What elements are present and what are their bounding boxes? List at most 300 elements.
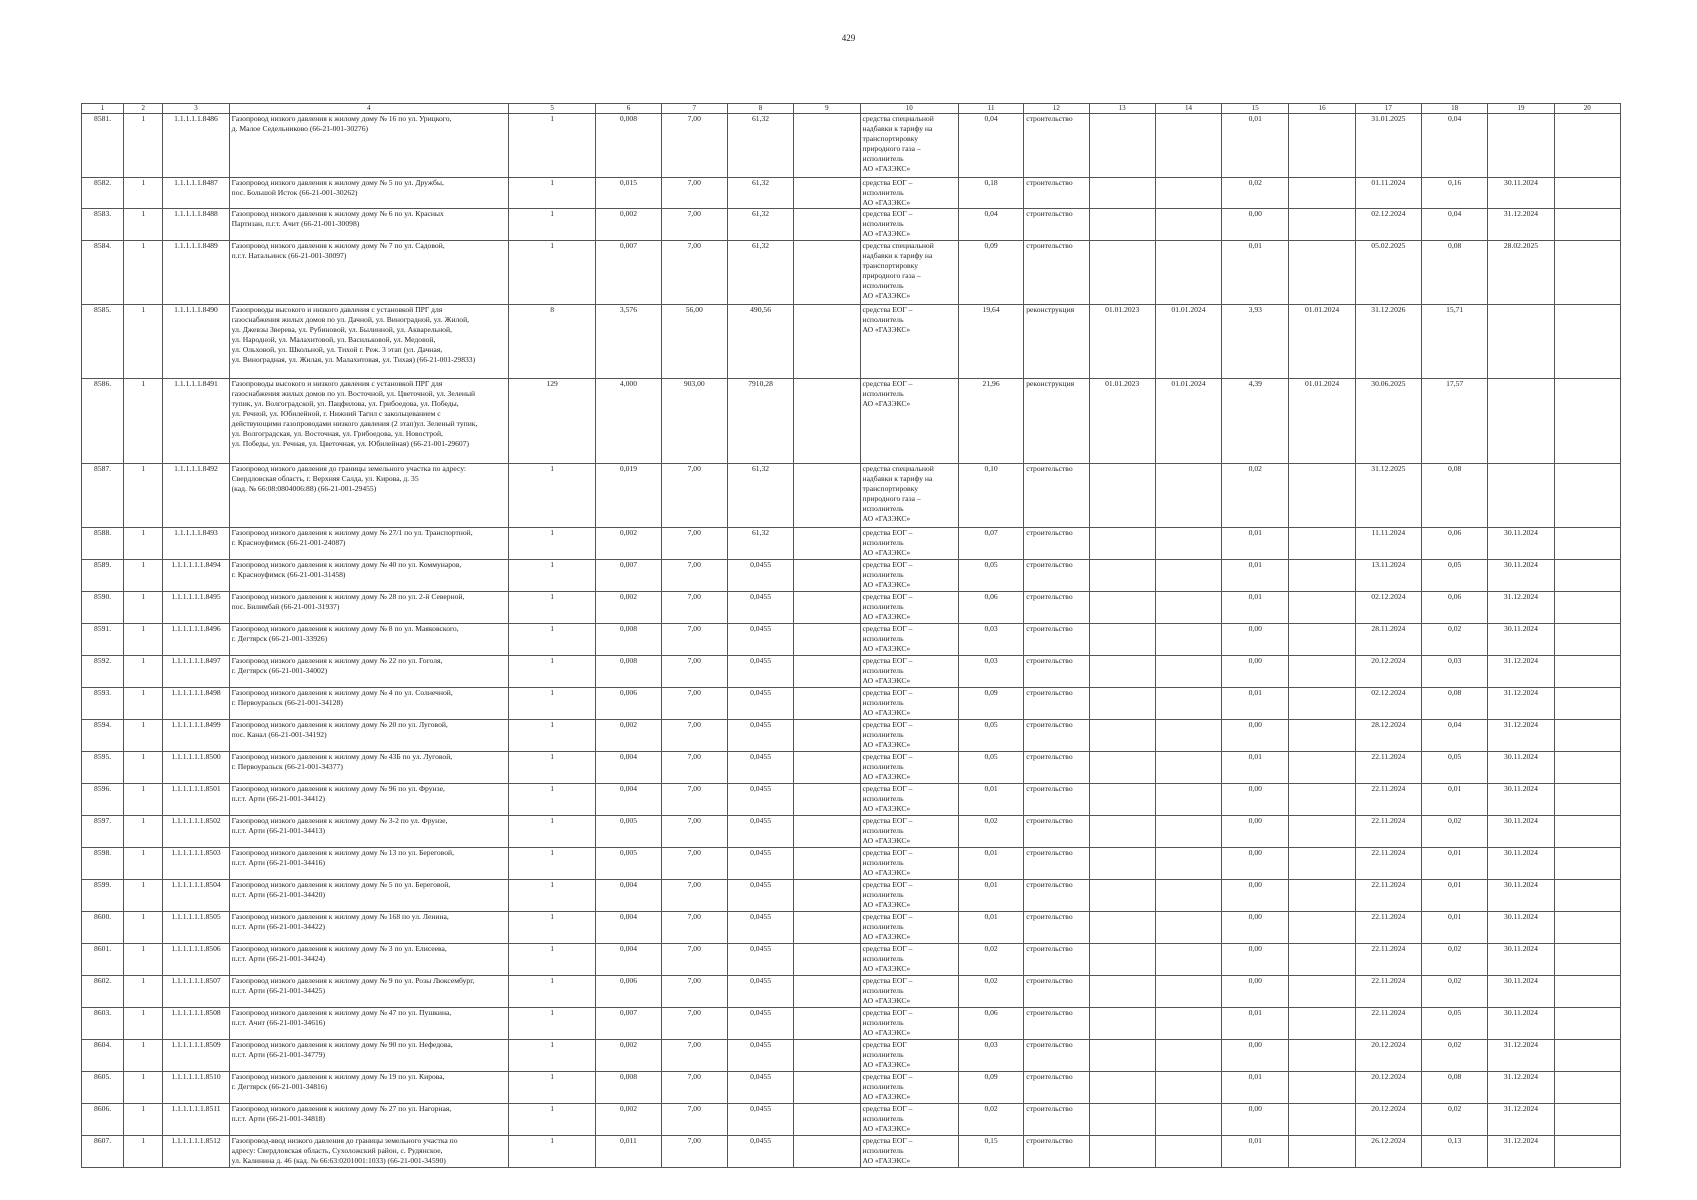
col5-value: 1: [508, 784, 595, 816]
col18-value: 0,01: [1422, 912, 1488, 944]
col15-value: 0,01: [1222, 1008, 1289, 1040]
col9-cell: [794, 209, 860, 241]
code-cell: 1.1.1.1.1.1.8510: [163, 1072, 229, 1104]
row-number: 8581.: [82, 114, 124, 178]
cost-cell: 0,10: [958, 464, 1023, 528]
col5-value: 129: [508, 379, 595, 464]
code-cell: 1.1.1.1.1.8486: [163, 114, 229, 178]
row-number: 8585.: [82, 305, 124, 379]
col19-date-cell: 30.11.2024: [1488, 816, 1554, 848]
column-header-2: 2: [124, 104, 163, 114]
col19-date-cell: 31.12.2024: [1488, 1072, 1554, 1104]
financing-source-cell: средства ЕОГ – исполнитель АО «ГАЗЭКС»: [860, 816, 958, 848]
col2-value: 1: [124, 752, 163, 784]
row-number: 8583.: [82, 209, 124, 241]
col9-cell: [794, 848, 860, 880]
work-type-cell: строительство: [1024, 976, 1089, 1008]
start-date-cell: [1089, 688, 1155, 720]
col7-value: 7,00: [661, 912, 727, 944]
col19-date-cell: 31.12.2024: [1488, 1040, 1554, 1072]
object-name-cell: Газопровод низкого давления до границы земельного участка по адресу: Свердловская область, г. Верхняя Салда, ул. Кирова, д. 35 (кад. № 66:08:0804006:88) (66-21-001-29455): [229, 464, 508, 528]
col16-date-cell: [1289, 1136, 1355, 1168]
length-cell: 0,004: [596, 784, 661, 816]
code-cell: 1.1.1.1.1.1.8499: [163, 720, 229, 752]
col16-date-cell: [1289, 1104, 1355, 1136]
work-type-cell: строительство: [1024, 241, 1089, 305]
page-number: 429: [841, 33, 856, 43]
col8-value: 0,0455: [727, 560, 793, 592]
row-number: 8594.: [82, 720, 124, 752]
col5-value: 8: [508, 305, 595, 379]
col17-date-cell: 20.12.2024: [1355, 656, 1421, 688]
col14-date-cell: [1155, 976, 1221, 1008]
col5-value: 1: [508, 209, 595, 241]
cost-cell: 0,03: [958, 624, 1023, 656]
col9-cell: [794, 1104, 860, 1136]
column-header-4: 4: [229, 104, 508, 114]
work-type-cell: строительство: [1024, 816, 1089, 848]
start-date-cell: [1089, 784, 1155, 816]
col15-value: 0,01: [1222, 241, 1289, 305]
col17-date-cell: 30.06.2025: [1355, 379, 1421, 464]
table-row: [82, 1136, 1621, 1168]
object-name-cell: Газопровод низкого давления к жилому дому № 4 по ул. Солнечной, г. Первоуральск (66-21-001-34128): [229, 688, 508, 720]
col19-date-cell: 30.11.2024: [1488, 1008, 1554, 1040]
financing-source-cell: средства ЕОГ – исполнитель АО «ГАЗЭКС»: [860, 560, 958, 592]
start-date-cell: [1089, 848, 1155, 880]
col5-value: 1: [508, 976, 595, 1008]
col19-date-cell: 31.12.2024: [1488, 688, 1554, 720]
column-header-13: 13: [1089, 104, 1155, 114]
col7-value: 903,00: [661, 379, 727, 464]
col9-cell: [794, 178, 860, 209]
work-type-cell: строительство: [1024, 114, 1089, 178]
table-row: [82, 848, 1621, 880]
object-name-cell: Газопровод низкого давления к жилому дому № 5 по ул. Береговой, п.г.т. Арти (66-21-001-34420): [229, 880, 508, 912]
length-cell: 0,007: [596, 1008, 661, 1040]
code-cell: 1.1.1.1.1.1.8500: [163, 752, 229, 784]
table-row: [82, 880, 1621, 912]
code-cell: 1.1.1.1.1.1.8509: [163, 1040, 229, 1072]
col9-cell: [794, 1008, 860, 1040]
col16-date-cell: [1289, 688, 1355, 720]
col15-value: 0,01: [1222, 688, 1289, 720]
col18-value: 0,13: [1422, 1136, 1488, 1168]
object-name-cell: Газопровод низкого давления к жилому дому № 3-2 по ул. Фрунзе, п.г.т. Арти (66-21-001-34413): [229, 816, 508, 848]
col16-date-cell: [1289, 944, 1355, 976]
col20-cell: [1554, 464, 1620, 528]
col19-date-cell: 30.11.2024: [1488, 848, 1554, 880]
code-cell: 1.1.1.1.1.8489: [163, 241, 229, 305]
col5-value: 1: [508, 944, 595, 976]
col15-value: 0,01: [1222, 1136, 1289, 1168]
col17-date-cell: 22.11.2024: [1355, 880, 1421, 912]
col14-date-cell: [1155, 1104, 1221, 1136]
row-number: 8599.: [82, 880, 124, 912]
col2-value: 1: [124, 464, 163, 528]
col16-date-cell: [1289, 752, 1355, 784]
col2-value: 1: [124, 379, 163, 464]
col18-value: 0,02: [1422, 944, 1488, 976]
col20-cell: [1554, 720, 1620, 752]
col9-cell: [794, 816, 860, 848]
row-number: 8588.: [82, 528, 124, 560]
cost-cell: 0,04: [958, 209, 1023, 241]
length-cell: 0,004: [596, 944, 661, 976]
col16-date-cell: 01.01.2024: [1289, 305, 1355, 379]
col14-date-cell: [1155, 528, 1221, 560]
col16-date-cell: [1289, 848, 1355, 880]
col8-value: 61,32: [727, 209, 793, 241]
col16-date-cell: [1289, 784, 1355, 816]
table-body: [82, 114, 1621, 1168]
table-row: [82, 305, 1621, 379]
cost-cell: 0,09: [958, 1072, 1023, 1104]
col17-date-cell: 22.11.2024: [1355, 816, 1421, 848]
table-row: [82, 816, 1621, 848]
col7-value: 7,00: [661, 209, 727, 241]
col16-date-cell: [1289, 114, 1355, 178]
col20-cell: [1554, 241, 1620, 305]
col14-date-cell: [1155, 848, 1221, 880]
length-cell: 0,008: [596, 624, 661, 656]
col14-date-cell: [1155, 1040, 1221, 1072]
col7-value: 7,00: [661, 464, 727, 528]
object-name-cell: Газопровод низкого давления к жилому дому № 96 по ул. Фрунзе, п.г.т. Арти (66-21-001-34412): [229, 784, 508, 816]
work-type-cell: реконструкция: [1024, 379, 1089, 464]
table-row: [82, 209, 1621, 241]
column-header-8: 8: [727, 104, 793, 114]
col8-value: 0,0455: [727, 624, 793, 656]
length-cell: 0,006: [596, 976, 661, 1008]
financing-source-cell: средства ЕОГ – исполнитель АО «ГАЗЭКС»: [860, 1008, 958, 1040]
column-header-11: 11: [958, 104, 1023, 114]
col17-date-cell: 22.11.2024: [1355, 784, 1421, 816]
col7-value: 7,00: [661, 528, 727, 560]
cost-cell: 0,06: [958, 592, 1023, 624]
col5-value: 1: [508, 656, 595, 688]
table-row: [82, 592, 1621, 624]
table-row: [82, 464, 1621, 528]
cost-cell: 0,01: [958, 912, 1023, 944]
col2-value: 1: [124, 1040, 163, 1072]
col17-date-cell: 22.11.2024: [1355, 848, 1421, 880]
row-number: 8598.: [82, 848, 124, 880]
col18-value: 0,04: [1422, 209, 1488, 241]
col19-date-cell: 31.12.2024: [1488, 720, 1554, 752]
table-row: [82, 976, 1621, 1008]
row-number: 8603.: [82, 1008, 124, 1040]
col18-value: 0,01: [1422, 784, 1488, 816]
col19-date-cell: 30.11.2024: [1488, 624, 1554, 656]
length-cell: 0,007: [596, 241, 661, 305]
code-cell: 1.1.1.1.1.1.8507: [163, 976, 229, 1008]
financing-source-cell: средства ЕОГ – исполнитель АО «ГАЗЭКС»: [860, 209, 958, 241]
col8-value: 0,0455: [727, 720, 793, 752]
col7-value: 7,00: [661, 1136, 727, 1168]
col20-cell: [1554, 624, 1620, 656]
column-header-7: 7: [661, 104, 727, 114]
col14-date-cell: [1155, 720, 1221, 752]
col16-date-cell: [1289, 880, 1355, 912]
col9-cell: [794, 880, 860, 912]
financing-source-cell: средства ЕОГ – исполнитель АО «ГАЗЭКС»: [860, 305, 958, 379]
work-type-cell: строительство: [1024, 688, 1089, 720]
start-date-cell: [1089, 720, 1155, 752]
col17-date-cell: 02.12.2024: [1355, 209, 1421, 241]
object-name-cell: Газопровод низкого давления к жилому дому № 43Б по ул. Луговой, г. Первоуральск (66-21-001-34377): [229, 752, 508, 784]
row-number: 8601.: [82, 944, 124, 976]
col18-value: 0,02: [1422, 1040, 1488, 1072]
code-cell: 1.1.1.1.1.8492: [163, 464, 229, 528]
col5-value: 1: [508, 848, 595, 880]
col19-date-cell: 31.12.2024: [1488, 209, 1554, 241]
col20-cell: [1554, 688, 1620, 720]
row-number: 8582.: [82, 178, 124, 209]
start-date-cell: [1089, 1072, 1155, 1104]
col5-value: 1: [508, 592, 595, 624]
col8-value: 0,0455: [727, 912, 793, 944]
col17-date-cell: 26.12.2024: [1355, 1136, 1421, 1168]
start-date-cell: [1089, 560, 1155, 592]
col8-value: 0,0455: [727, 688, 793, 720]
col19-date-cell: 30.11.2024: [1488, 528, 1554, 560]
length-cell: 0,019: [596, 464, 661, 528]
financing-source-cell: средства ЕОГ – исполнитель АО «ГАЗЭКС»: [860, 528, 958, 560]
col15-value: 0,01: [1222, 592, 1289, 624]
col19-date-cell: 30.11.2024: [1488, 912, 1554, 944]
col18-value: 0,06: [1422, 528, 1488, 560]
col2-value: 1: [124, 816, 163, 848]
investment-program-table: [81, 103, 1621, 1168]
col18-value: 0,04: [1422, 720, 1488, 752]
col5-value: 1: [508, 1040, 595, 1072]
cost-cell: 0,04: [958, 114, 1023, 178]
object-name-cell: Газопровод низкого давления к жилому дому № 168 по ул. Ленина, п.г.т. Арти (66-21-001-34422): [229, 912, 508, 944]
object-name-cell: Газопровод низкого давления к жилому дому № 6 по ул. Красных Партизан, п.г.т. Ачит (66-21-001-30098): [229, 209, 508, 241]
col16-date-cell: [1289, 1008, 1355, 1040]
work-type-cell: строительство: [1024, 944, 1089, 976]
col14-date-cell: [1155, 880, 1221, 912]
col5-value: 1: [508, 880, 595, 912]
object-name-cell: Газопровод-ввод низкого давления до границы земельного участка по адресу: Свердловская область, Сухоложский район, с. Рудянское, ул. Калинина д. 46 (кад. № 66:63:0201001:1033) (66-21-001-34590): [229, 1136, 508, 1168]
col9-cell: [794, 720, 860, 752]
col17-date-cell: 20.12.2024: [1355, 1040, 1421, 1072]
col16-date-cell: [1289, 912, 1355, 944]
table-row: [82, 624, 1621, 656]
col14-date-cell: [1155, 1008, 1221, 1040]
financing-source-cell: средства ЕОГ – исполнитель АО «ГАЗЭКС»: [860, 1104, 958, 1136]
col19-date-cell: 30.11.2024: [1488, 784, 1554, 816]
length-cell: 0,005: [596, 816, 661, 848]
work-type-cell: строительство: [1024, 464, 1089, 528]
col20-cell: [1554, 944, 1620, 976]
financing-source-cell: средства ЕОГ – исполнитель АО «ГАЗЭКС»: [860, 752, 958, 784]
col5-value: 1: [508, 1136, 595, 1168]
col8-value: 61,32: [727, 114, 793, 178]
length-cell: 0,008: [596, 1072, 661, 1104]
table-row: [82, 178, 1621, 209]
col18-value: 0,02: [1422, 1104, 1488, 1136]
col18-value: 15,71: [1422, 305, 1488, 379]
code-cell: 1.1.1.1.1.8488: [163, 209, 229, 241]
start-date-cell: [1089, 976, 1155, 1008]
col14-date-cell: [1155, 784, 1221, 816]
col5-value: 1: [508, 1008, 595, 1040]
start-date-cell: [1089, 880, 1155, 912]
length-cell: 0,004: [596, 752, 661, 784]
col18-value: 0,01: [1422, 880, 1488, 912]
start-date-cell: [1089, 1008, 1155, 1040]
col20-cell: [1554, 1104, 1620, 1136]
cost-cell: 0,01: [958, 880, 1023, 912]
col19-date-cell: 30.11.2024: [1488, 560, 1554, 592]
col20-cell: [1554, 178, 1620, 209]
object-name-cell: Газопровод низкого давления к жилому дому № 19 по ул. Кирова, г. Дегтярск (66-21-001-34816): [229, 1072, 508, 1104]
cost-cell: 0,09: [958, 241, 1023, 305]
col20-cell: [1554, 656, 1620, 688]
col2-value: 1: [124, 1104, 163, 1136]
code-cell: 1.1.1.1.1.1.8501: [163, 784, 229, 816]
cost-cell: 0,02: [958, 944, 1023, 976]
length-cell: 0,004: [596, 912, 661, 944]
work-type-cell: строительство: [1024, 752, 1089, 784]
financing-source-cell: средства ЕОГ – исполнитель АО «ГАЗЭКС»: [860, 944, 958, 976]
code-cell: 1.1.1.1.1.1.8495: [163, 592, 229, 624]
object-name-cell: Газопроводы высокого и низкого давления с установкой ПРГ для газоснабжения жилых домов по ул. Дачной, ул. Виноградной, ул. Жилой, ул. Джевзы Зверева, ул. Рубиновой, ул. Былинной, ул. Акварельной, ул. Народной, ул. Малахитовой, ул. Васильковой, ул. Медовой, ул. Ольховой, ул. Школьной, ул. Тихой г. Реж. 3 этап (ул. Дачная, ул. Виноградная, ул. Жилая, ул. Малахитовая, ул. Тихая) (66-21-001-29833): [229, 305, 508, 379]
column-header-19: 19: [1488, 104, 1554, 114]
col17-date-cell: 31.12.2025: [1355, 464, 1421, 528]
col7-value: 7,00: [661, 752, 727, 784]
object-name-cell: Газопровод низкого давления к жилому дому № 27 по ул. Нагорная, п.г.т. Арти (66-21-001-34818): [229, 1104, 508, 1136]
col17-date-cell: 22.11.2024: [1355, 976, 1421, 1008]
col7-value: 7,00: [661, 1008, 727, 1040]
col7-value: 7,00: [661, 178, 727, 209]
table-row: [82, 560, 1621, 592]
object-name-cell: Газопровод низкого давления к жилому дому № 28 по ул. 2-й Северной, пос. Билимбай (66-21-001-31937): [229, 592, 508, 624]
col16-date-cell: [1289, 592, 1355, 624]
col16-date-cell: [1289, 560, 1355, 592]
financing-source-cell: средства специальной надбавки к тарифу на транспортировку природного газа – исполнитель АО «ГАЗЭКС»: [860, 464, 958, 528]
col8-value: 0,0455: [727, 1136, 793, 1168]
code-cell: 1.1.1.1.1.1.8494: [163, 560, 229, 592]
col20-cell: [1554, 784, 1620, 816]
col9-cell: [794, 592, 860, 624]
col2-value: 1: [124, 528, 163, 560]
col7-value: 7,00: [661, 1040, 727, 1072]
col20-cell: [1554, 1136, 1620, 1168]
financing-source-cell: средства ЕОГ – исполнитель АО «ГАЗЭКС»: [860, 624, 958, 656]
start-date-cell: [1089, 656, 1155, 688]
financing-source-cell: средства ЕОГ – исполнитель АО «ГАЗЭКС»: [860, 720, 958, 752]
col5-value: 1: [508, 528, 595, 560]
code-cell: 1.1.1.1.1.1.8512: [163, 1136, 229, 1168]
col20-cell: [1554, 1072, 1620, 1104]
start-date-cell: 01.01.2023: [1089, 305, 1155, 379]
col14-date-cell: [1155, 944, 1221, 976]
col15-value: 3,93: [1222, 305, 1289, 379]
col19-date-cell: 28.02.2025: [1488, 241, 1554, 305]
col17-date-cell: 05.02.2025: [1355, 241, 1421, 305]
work-type-cell: строительство: [1024, 656, 1089, 688]
start-date-cell: [1089, 209, 1155, 241]
length-cell: 0,002: [596, 592, 661, 624]
table-row: [82, 784, 1621, 816]
col9-cell: [794, 528, 860, 560]
col20-cell: [1554, 528, 1620, 560]
col16-date-cell: [1289, 976, 1355, 1008]
col16-date-cell: [1289, 624, 1355, 656]
code-cell: 1.1.1.1.1.1.8506: [163, 944, 229, 976]
col9-cell: [794, 241, 860, 305]
work-type-cell: строительство: [1024, 880, 1089, 912]
col19-date-cell: [1488, 379, 1554, 464]
col15-value: 0,01: [1222, 560, 1289, 592]
col20-cell: [1554, 848, 1620, 880]
col2-value: 1: [124, 624, 163, 656]
col18-value: 0,08: [1422, 688, 1488, 720]
object-name-cell: Газопровод низкого давления к жилому дому № 16 по ул. Урицкого, д. Малое Седельниково (66-21-001-30276): [229, 114, 508, 178]
col19-date-cell: [1488, 464, 1554, 528]
col8-value: 0,0455: [727, 1040, 793, 1072]
col18-value: 0,04: [1422, 114, 1488, 178]
work-type-cell: строительство: [1024, 1136, 1089, 1168]
table-row: [82, 1008, 1621, 1040]
financing-source-cell: средства ЕОГ – исполнитель АО «ГАЗЭКС»: [860, 688, 958, 720]
col14-date-cell: [1155, 114, 1221, 178]
col7-value: 7,00: [661, 1072, 727, 1104]
col2-value: 1: [124, 656, 163, 688]
col14-date-cell: [1155, 241, 1221, 305]
work-type-cell: реконструкция: [1024, 305, 1089, 379]
object-name-cell: Газопровод низкого давления к жилому дому № 47 по ул. Пушкина, п.г.т. Ачит (66-21-001-34616): [229, 1008, 508, 1040]
col7-value: 7,00: [661, 816, 727, 848]
col16-date-cell: [1289, 656, 1355, 688]
col16-date-cell: [1289, 241, 1355, 305]
col7-value: 7,00: [661, 688, 727, 720]
object-name-cell: Газопровод низкого давления к жилому дому № 9 по ул. Розы Люксембург, п.г.т. Арти (66-21-001-34425): [229, 976, 508, 1008]
col15-value: 0,00: [1222, 880, 1289, 912]
col9-cell: [794, 379, 860, 464]
column-header-12: 12: [1024, 104, 1089, 114]
code-cell: 1.1.1.1.1.1.8508: [163, 1008, 229, 1040]
code-cell: 1.1.1.1.1.1.8511: [163, 1104, 229, 1136]
work-type-cell: строительство: [1024, 1008, 1089, 1040]
col2-value: 1: [124, 178, 163, 209]
col5-value: 1: [508, 624, 595, 656]
col19-date-cell: 30.11.2024: [1488, 752, 1554, 784]
col20-cell: [1554, 976, 1620, 1008]
length-cell: 0,015: [596, 178, 661, 209]
length-cell: 0,006: [596, 688, 661, 720]
financing-source-cell: средства ЕОГ – исполнитель АО «ГАЗЭКС»: [860, 379, 958, 464]
column-header-17: 17: [1355, 104, 1421, 114]
col19-date-cell: [1488, 114, 1554, 178]
col8-value: 0,0455: [727, 944, 793, 976]
col5-value: 1: [508, 752, 595, 784]
col8-value: 0,0455: [727, 656, 793, 688]
code-cell: 1.1.1.1.1.1.8496: [163, 624, 229, 656]
financing-source-cell: средства специальной надбавки к тарифу на транспортировку природного газа – исполнитель АО «ГАЗЭКС»: [860, 114, 958, 178]
col8-value: 61,32: [727, 528, 793, 560]
col14-date-cell: [1155, 656, 1221, 688]
col9-cell: [794, 688, 860, 720]
col20-cell: [1554, 592, 1620, 624]
col14-date-cell: [1155, 624, 1221, 656]
start-date-cell: [1089, 464, 1155, 528]
work-type-cell: строительство: [1024, 592, 1089, 624]
col18-value: 0,05: [1422, 752, 1488, 784]
